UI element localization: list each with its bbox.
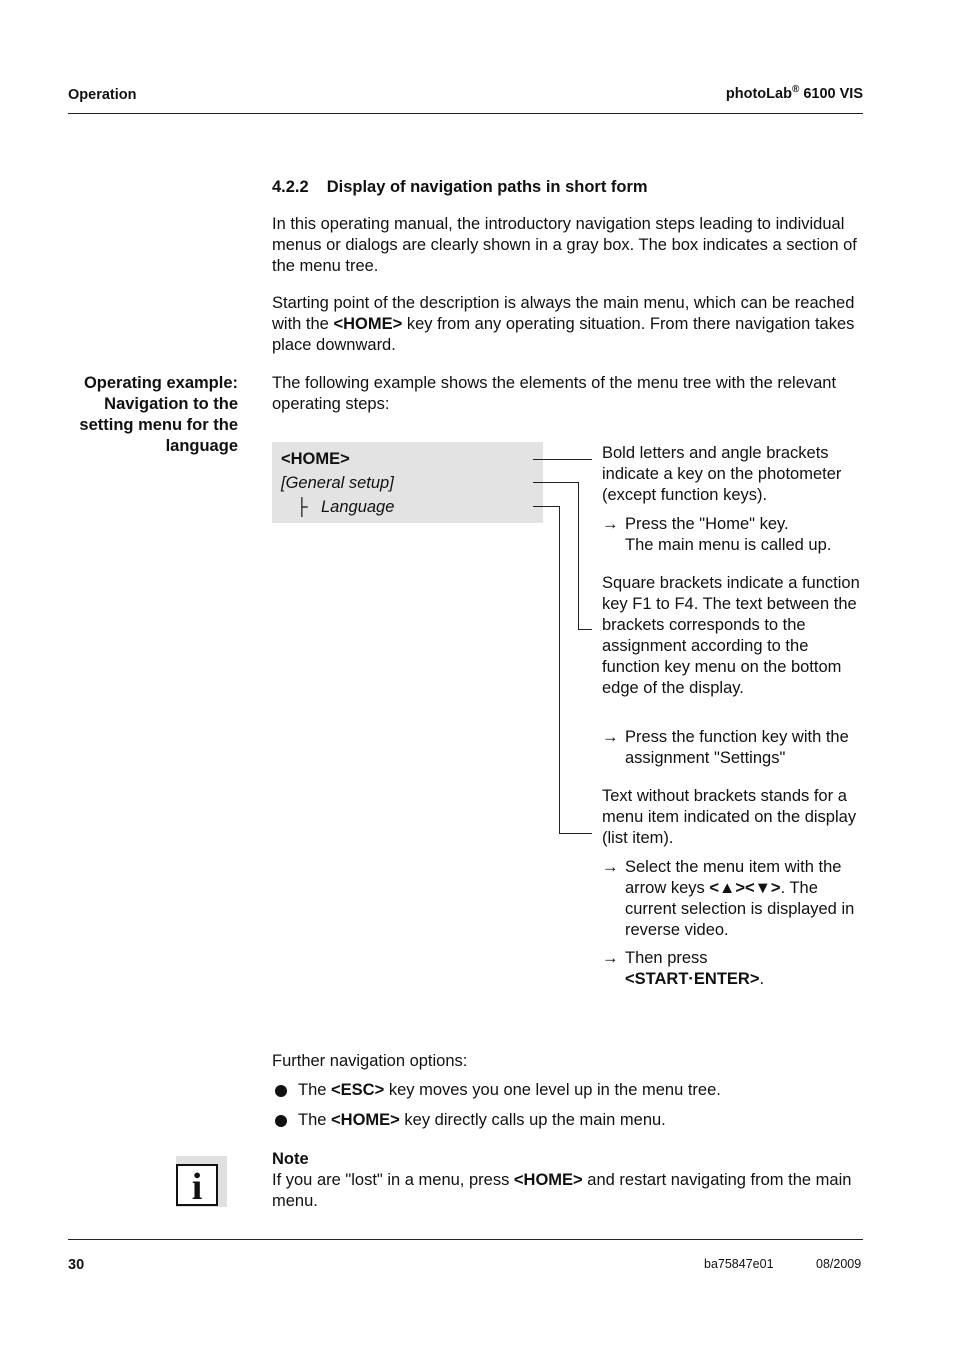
step-text xyxy=(625,514,831,556)
step-text-post: . xyxy=(759,970,765,988)
menu-list-item: Language xyxy=(321,498,395,516)
product-name: photoLab xyxy=(725,85,792,102)
footer-rule xyxy=(68,1239,863,1240)
note-text-pre: If you are "lost" in a menu, press xyxy=(272,1171,514,1189)
arrow-icon: → xyxy=(602,515,619,533)
start-text-pre: Starting point of the description is always the main menu, which can be reached with the xyxy=(272,294,855,333)
arrow-keys-label: <▲><▼> xyxy=(709,879,781,897)
arrow-icon: → xyxy=(602,728,619,746)
step-text: Press the function key with the assignment "Settings" xyxy=(625,728,849,767)
step-line: Press the "Home" key. xyxy=(625,515,789,533)
home-key-label: <HOME> xyxy=(333,315,403,333)
menu-home-key: <HOME> xyxy=(281,450,350,468)
bullet-text xyxy=(298,1080,721,1101)
bullet-esc xyxy=(272,1080,721,1101)
bullet-icon xyxy=(275,1115,287,1127)
info-letter: i xyxy=(176,1164,218,1206)
start-text-post: key from any operating situation. From there navigation takes place downward. xyxy=(272,315,855,354)
document-id: ba75847e01 xyxy=(704,1257,774,1271)
note-title: Note xyxy=(272,1150,309,1168)
annotation-list-item: Text without brackets stands for a menu item indicated on the display (list item). xyxy=(602,787,857,847)
annotation-function-key: Square brackets indicate a function key F1 to F4. The text between the brackets corresponds to the assignment according to the function key menu on the bottom edge of the display. xyxy=(602,574,860,697)
step-text xyxy=(625,948,764,990)
bullet-home xyxy=(272,1110,666,1131)
note-text-post: and restart navigating from the main menu. xyxy=(272,1171,852,1210)
bullet-text-post: key moves you one level up in the menu tree. xyxy=(384,1081,721,1099)
step-text-pre: Select the menu item with the arrow keys xyxy=(625,858,842,897)
intro-paragraph: In this operating manual, the introductory navigation steps leading to individual menus or dialogs are clearly shown in a gray box. The box indicates a section of the menu tree. xyxy=(272,215,857,275)
home-key-label: <HOME> xyxy=(513,1171,583,1189)
step-select-item xyxy=(602,857,864,941)
document-date: 08/2009 xyxy=(816,1257,862,1271)
header-left: Operation xyxy=(68,87,137,103)
esc-key-label: <ESC> xyxy=(331,1081,385,1099)
page-number: 30 xyxy=(68,1257,85,1273)
bullet-icon xyxy=(275,1085,287,1097)
tree-branch-glyph: ├ xyxy=(296,498,308,516)
note-text xyxy=(272,1170,864,1212)
info-icon xyxy=(176,1156,227,1207)
step-text xyxy=(625,857,864,941)
bullet-text-pre: The xyxy=(298,1081,332,1099)
annotation-key: Bold letters and angle brackets indicate a key on the photometer (except function keys). xyxy=(602,444,842,504)
registered-mark: ® xyxy=(791,84,800,95)
step-line: The main menu is called up. xyxy=(625,536,832,554)
product-model: 6100 VIS xyxy=(799,85,863,102)
example-paragraph: The following example shows the elements of the menu tree with the relevant operating steps: xyxy=(272,374,837,413)
bullet-text-post: key directly calls up the main menu. xyxy=(399,1111,666,1129)
bullet-text-pre: The xyxy=(298,1111,332,1129)
bullet-text xyxy=(298,1110,666,1131)
section-number: 4.2.2 xyxy=(272,178,309,196)
step-press-home xyxy=(602,514,864,556)
step-press-start-enter xyxy=(602,948,864,990)
start-enter-key-label: <START·ENTER> xyxy=(625,970,760,988)
connector-function-key xyxy=(533,483,592,630)
step-text-post: . The current selection is displayed in reverse video. xyxy=(625,879,855,939)
arrow-icon: → xyxy=(602,949,619,967)
connector-list-item xyxy=(533,507,592,834)
step-text-pre: Then press xyxy=(625,949,708,967)
step-press-function-key xyxy=(602,727,864,769)
arrow-icon: → xyxy=(602,858,619,876)
side-heading: Operating example: Navigation to the setting menu for the language xyxy=(79,374,238,455)
further-intro: Further navigation options: xyxy=(272,1052,468,1070)
section-title: Display of navigation paths in short form xyxy=(326,178,648,196)
menu-function-key: [General setup] xyxy=(281,474,394,492)
home-key-label: <HOME> xyxy=(331,1111,400,1129)
